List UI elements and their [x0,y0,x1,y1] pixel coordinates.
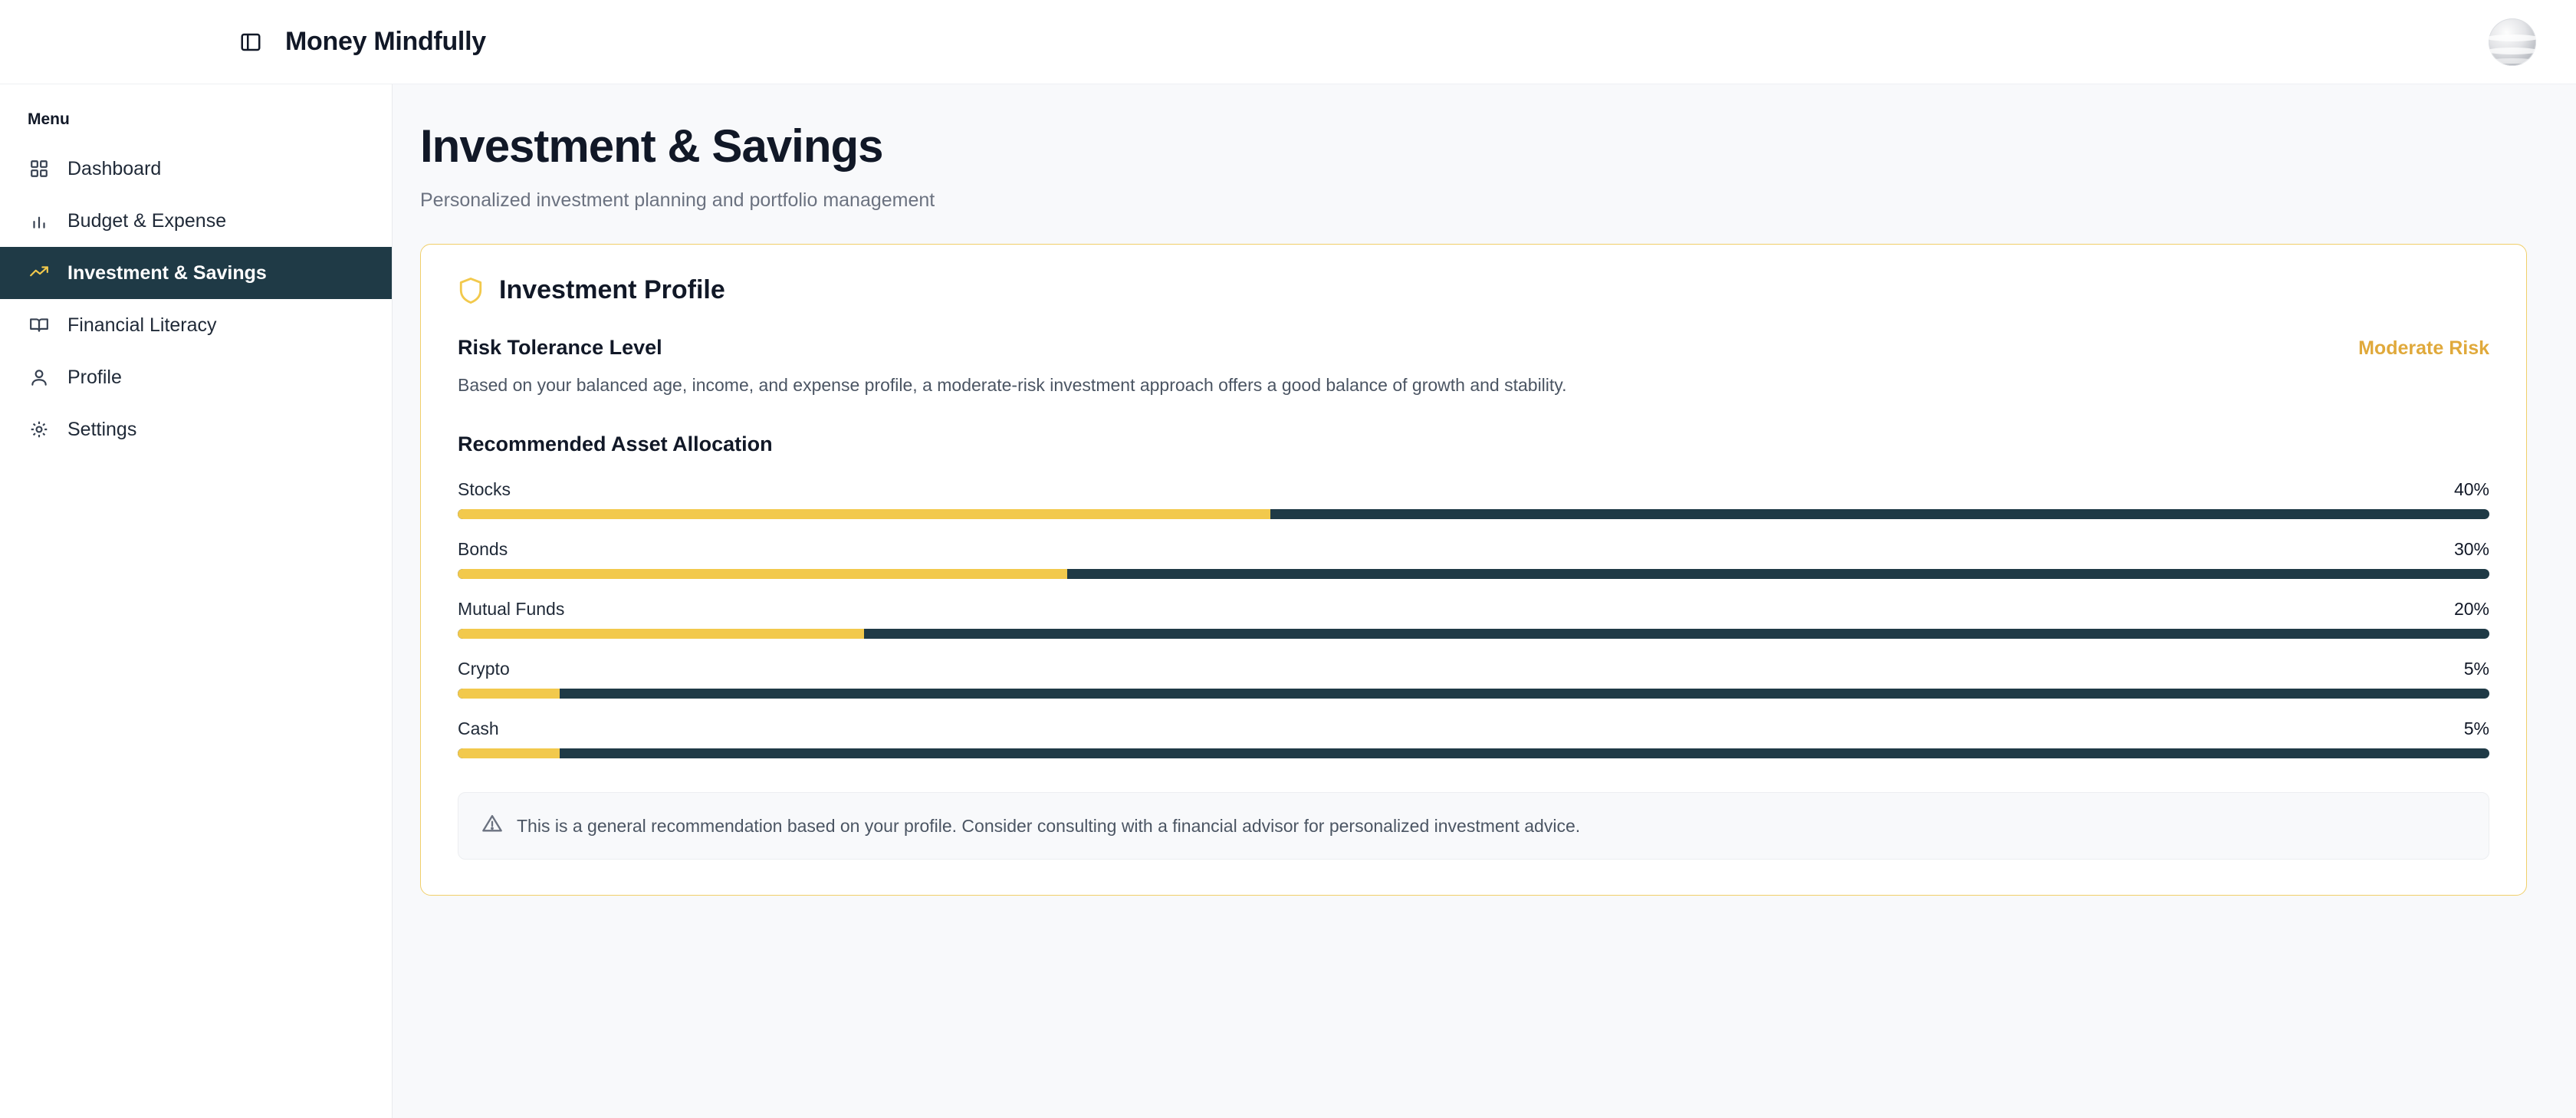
sidebar-item-profile[interactable] [0,351,392,403]
sidebar-item-investment-savings[interactable] [0,247,392,299]
page-title: Investment & Savings [420,120,883,172]
allocation-label: Crypto [458,659,510,679]
sidebar [0,84,393,1118]
sidebar-item-budget-expense[interactable] [0,195,392,247]
top-bar-right [2489,18,2536,66]
allocation-bar-fill [458,509,1270,519]
top-bar-left [0,27,486,57]
allocation-bar-track [458,689,2489,699]
allocation-bar-fill [458,748,560,758]
bar-chart-icon [28,209,51,232]
top-bar [0,0,2576,84]
sidebar-item-label: Settings [67,418,137,440]
shield-icon [458,276,484,305]
allocation-row-mutual-funds [458,599,2489,639]
risk-description: Based on your balanced age, income, and expense profile, a moderate-risk investment approach offers a good balance of growth and stability. [458,375,1567,395]
allocation-label: Cash [458,718,499,738]
allocation-bar-track [458,569,2489,579]
sidebar-item-label: Dashboard [67,157,162,179]
sidebar-item-label: Financial Literacy [67,314,217,336]
page-subtitle: Personalized investment planning and portfolio management [420,189,935,211]
book-icon [28,314,51,337]
risk-tolerance-row [458,336,2489,360]
user-icon [28,366,51,389]
sidebar-item-dashboard[interactable] [0,143,392,195]
allocation-label: Bonds [458,539,508,559]
sidebar-item-label: Profile [67,366,122,388]
allocation-bar-track [458,748,2489,758]
sidebar-item-settings[interactable] [0,403,392,455]
allocation-label: Mutual Funds [458,599,565,619]
allocation-value: 5% [2463,659,2489,679]
allocation-bar-track [458,509,2489,519]
avatar[interactable] [2489,18,2536,66]
body-wrapper [0,84,2576,1118]
gear-icon [28,418,51,441]
status-badge: Moderate Risk [2358,337,2489,359]
sidebar-item-label: Investment & Savings [67,261,267,284]
allocation-bar-fill [458,629,864,639]
allocation-row-cash [458,718,2489,758]
main-content [393,84,2576,1118]
allocation-value: 20% [2453,599,2489,619]
trending-icon [28,261,51,284]
allocation-row-crypto [458,659,2489,699]
risk-tolerance-title: Risk Tolerance Level [458,336,662,359]
allocation-bar-fill [458,689,560,699]
allocation-value: 40% [2453,479,2489,499]
advisory-notice-text: This is a general recommendation based on your profile. Consider consulting with a financial advisor for personalized investment advice. [517,815,1581,836]
warning-icon [481,813,503,839]
sidebar-menu-label: Menu [28,110,70,128]
allocation-title: Recommended Asset Allocation [458,432,773,455]
investment-profile-card [420,244,2527,896]
panel-toggle-icon[interactable] [238,29,264,55]
allocation-row-bonds [458,539,2489,579]
allocation-bar-track [458,629,2489,639]
advisory-notice [458,792,2489,860]
allocation-label: Stocks [458,479,511,499]
card-header [458,275,2489,305]
app-title: Money Mindfully [285,27,486,56]
allocation-value: 30% [2453,539,2489,559]
allocation-row-stocks [458,479,2489,519]
sidebar-item-financial-literacy[interactable] [0,299,392,351]
allocation-bar-fill [458,569,1067,579]
card-title: Investment Profile [499,275,725,304]
sidebar-item-label: Budget & Expense [67,209,227,232]
allocation-value: 5% [2463,718,2489,738]
grid-icon [28,157,51,180]
